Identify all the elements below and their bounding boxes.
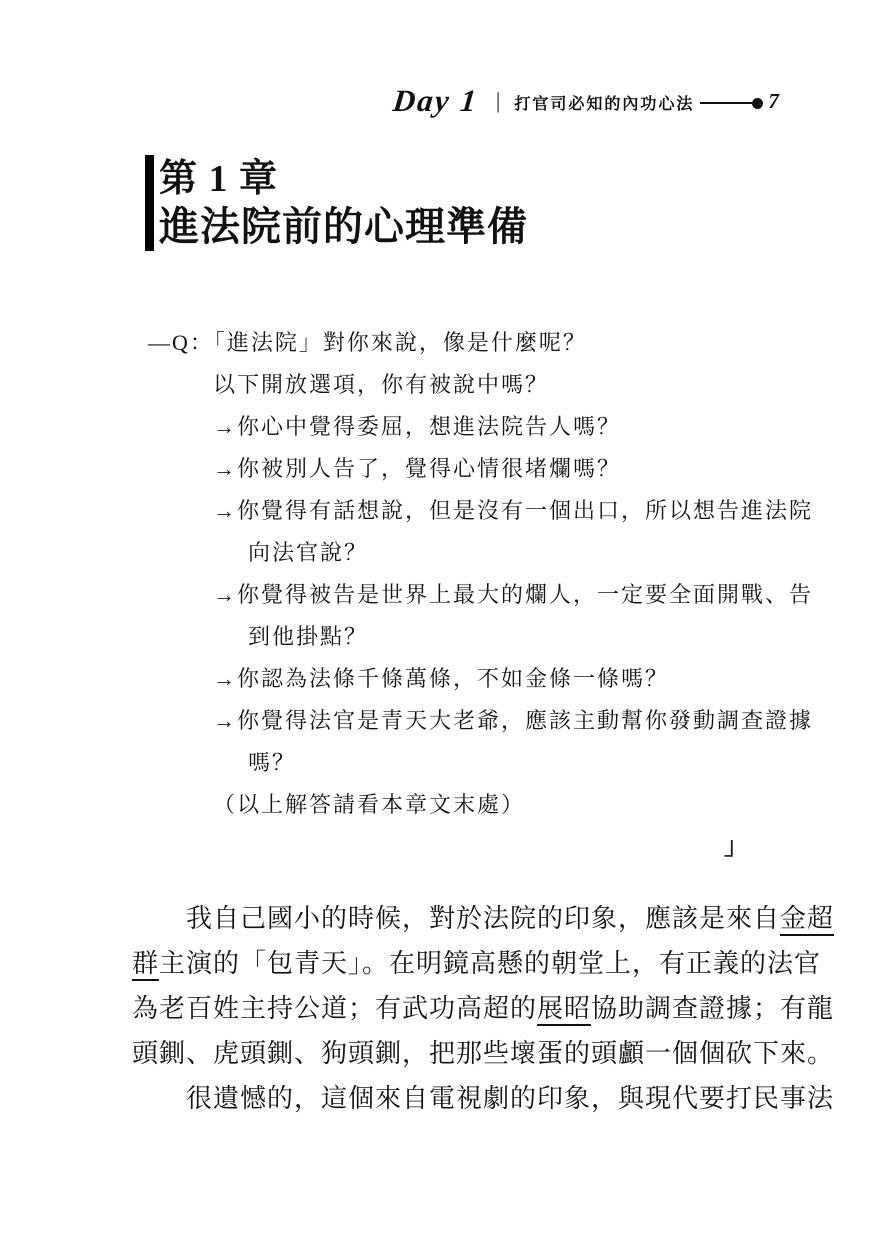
body-line: [132, 941, 822, 986]
body-line: [132, 896, 835, 941]
closing-quote-bracket: 」: [724, 834, 750, 860]
proper-name-underlined: 群: [132, 949, 159, 981]
question-line: 到他掛點？: [248, 624, 369, 649]
question-line: →你認為法條千條萬條，不如金條一條嗎？: [213, 666, 670, 691]
chapter-text: [159, 155, 528, 251]
question-block: [148, 322, 814, 868]
question-line: →你覺得被告是世界上最大的爛人，一定要全面開戰、告: [213, 582, 814, 607]
header-bullet-dot: [752, 98, 763, 109]
question-line: 向法官說？: [248, 540, 369, 565]
chapter-heading: [145, 155, 528, 251]
body-text-run: 主演的「包青天」。在明鏡高懸的朝堂上，有正義的法官: [159, 949, 822, 978]
question-line: →你覺得有話想說，但是沒有一個出口，所以想告進法院: [213, 498, 814, 523]
question-line: →你心中覺得委屈，想進法院告人嗎？: [213, 414, 622, 439]
body-text: [132, 896, 835, 1121]
question-line: 以下開放選項，你有被說中嗎？: [213, 372, 550, 397]
body-line: [132, 986, 835, 1031]
day-label: Day 1: [391, 83, 480, 118]
question-line: 嗎？: [248, 750, 297, 775]
body-line: 很遺憾的，這個來自電視劇的印象，與現代要打民事法: [186, 1084, 835, 1113]
question-line: →你覺得法官是青天大老爺，應該主動幫你發動調查證據: [213, 708, 814, 733]
chapter-accent-bar: [145, 155, 154, 251]
body-line: 頭鍘、虎頭鍘、狗頭鍘，把那些壞蛋的頭顱一個個砍下來。: [132, 1039, 835, 1068]
body-text-run: 為老百姓主持公道；有武功高超的: [132, 994, 538, 1023]
header-rule-line: [700, 102, 752, 104]
question-line: （以上解答請看本章文末處）: [213, 792, 526, 817]
proper-name-underlined: 金超: [780, 904, 834, 936]
question-line: —Q：「進法院」對你來說，像是什麼呢？: [148, 330, 587, 355]
chapter-title: 進法院前的心理準備: [159, 204, 528, 249]
page-number: 7: [768, 88, 779, 113]
header-section-title: 打官司必知的內功心法: [514, 95, 695, 113]
body-text-run: 我自己國小的時候，對於法院的印象，應該是來自: [186, 904, 781, 933]
running-header: [393, 82, 779, 120]
chapter-number: 第 1 章: [159, 158, 279, 200]
body-text-run: 協助調查證據；有龍: [591, 994, 835, 1023]
question-line: →你被別人告了，覺得心情很堵爛嗎？: [213, 456, 622, 481]
proper-name-underlined: 展昭: [537, 994, 591, 1026]
header-divider: |: [495, 88, 501, 113]
